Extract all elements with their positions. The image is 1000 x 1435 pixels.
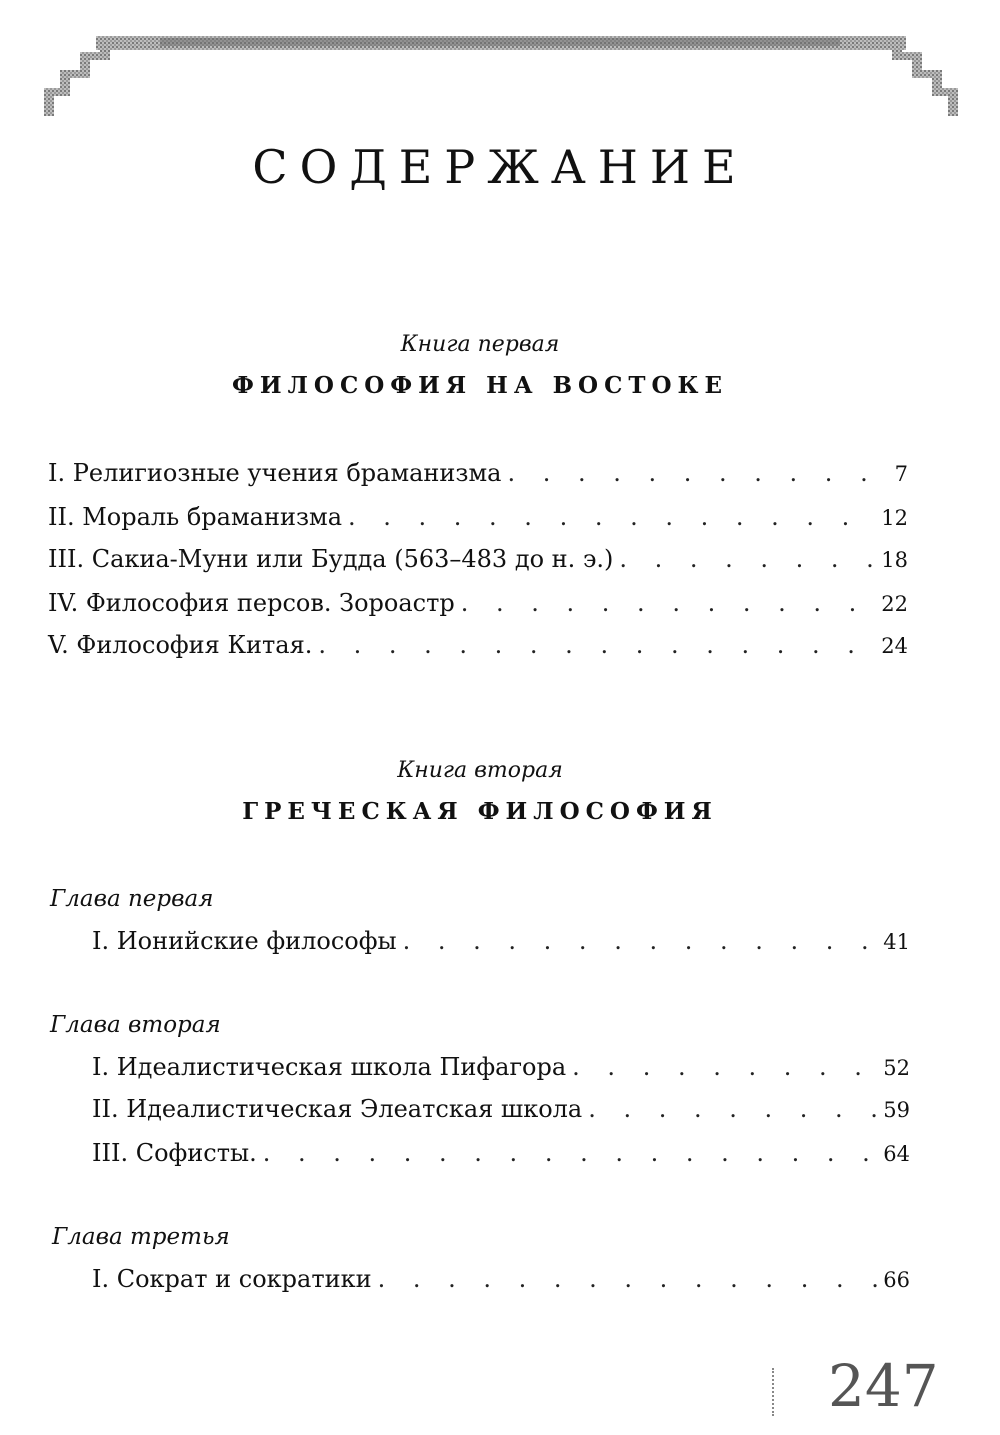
toc-entry[interactable] [48, 456, 908, 490]
dot-leader [507, 456, 888, 490]
toc-page-number: 66 [883, 1268, 910, 1292]
toc-entry-text: I. Ионийские философы [92, 927, 397, 955]
toc-page-number: 18 [881, 548, 908, 572]
dot-leader [348, 500, 875, 534]
toc-entry-text: III. Софисты. [92, 1139, 257, 1167]
toc-entry[interactable] [92, 1262, 910, 1296]
toc-entry[interactable] [48, 586, 908, 620]
toc-entry[interactable] [48, 542, 908, 576]
dot-leader [318, 628, 875, 662]
toc-entry[interactable] [92, 1050, 910, 1084]
toc-entry-text: I. Религиозные учения браманизма [48, 459, 502, 487]
pixel-border-ornament-icon [40, 30, 962, 120]
book-two-label: Книга вторая [397, 758, 563, 783]
toc-entry[interactable] [48, 628, 908, 662]
chapter-label: Глава первая [50, 886, 214, 912]
toc-page-number: 22 [881, 592, 908, 616]
chapter-label: Глава третья [52, 1224, 230, 1250]
dot-leader [378, 1262, 878, 1296]
toc-page-number: 41 [883, 930, 910, 954]
toc-entry-text: III. Сакиа-Муни или Будда (563–483 до н. э.) [48, 545, 614, 573]
toc-entry-text: V. Философия Китая. [48, 631, 313, 659]
toc-entry-text: I. Идеалистическая школа Пифагора [92, 1053, 567, 1081]
toc-page-number: 52 [883, 1056, 910, 1080]
dot-leader [572, 1050, 877, 1084]
chapter-label: Глава вторая [50, 1012, 221, 1038]
folio-divider [772, 1368, 774, 1416]
book-one-title: ФИЛОСОФИЯ НА ВОСТОКЕ [232, 372, 728, 399]
dot-leader [403, 924, 878, 958]
toc-entry[interactable] [92, 924, 910, 958]
dot-leader [461, 586, 876, 620]
toc-entry[interactable] [92, 1092, 910, 1126]
book-two-title: ГРЕЧЕСКАЯ ФИЛОСОФИЯ [242, 798, 718, 825]
page-number: 247 [828, 1352, 939, 1420]
toc-entry[interactable] [48, 500, 908, 534]
toc-entry-text: I. Сократ и сократики [92, 1265, 372, 1293]
toc-entry-text: II. Идеалистическая Элеатская школа [92, 1095, 583, 1123]
toc-entry[interactable] [92, 1136, 910, 1170]
toc-page-number: 24 [881, 634, 908, 658]
toc-page-number: 7 [894, 462, 908, 486]
toc-page-number: 64 [883, 1142, 910, 1166]
dot-leader [619, 542, 875, 576]
toc-entry-text: II. Мораль браманизма [48, 503, 343, 531]
toc-page-number: 59 [883, 1098, 910, 1122]
dot-leader [588, 1092, 877, 1126]
toc-page-number: 12 [881, 506, 908, 530]
book-one-label: Книга первая [400, 332, 560, 357]
dot-leader [263, 1136, 878, 1170]
toc-entry-text: IV. Философия персов. Зороастр [48, 589, 455, 617]
page-title: СОДЕРЖАНИЕ [252, 140, 748, 194]
